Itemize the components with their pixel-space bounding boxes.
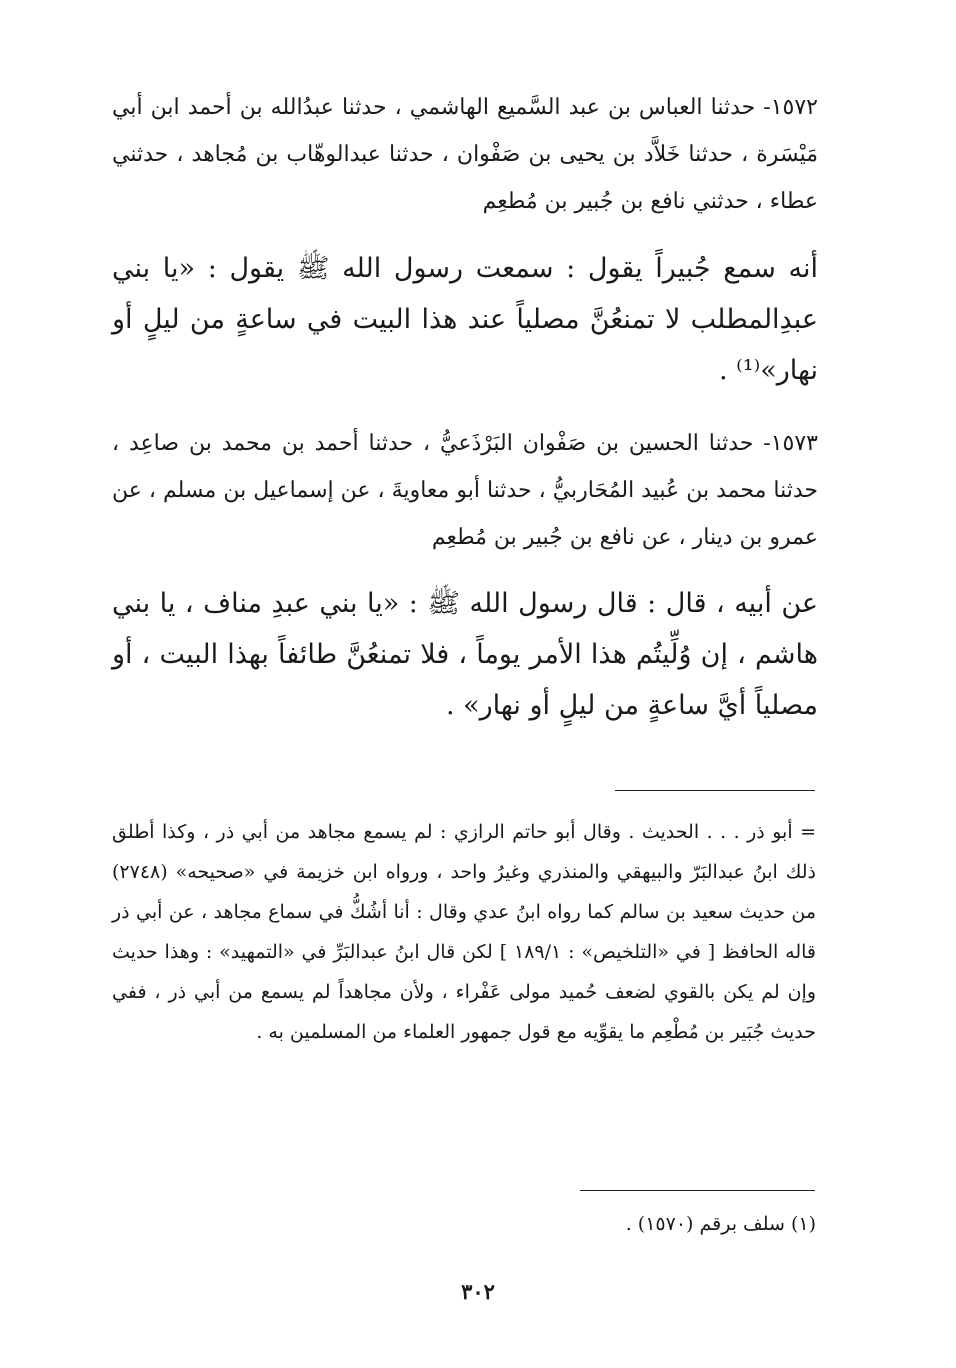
footnote-separator-bottom [580, 1190, 815, 1191]
hadith-1573-matn: عن أبيه ، قال : قال رسول الله ﷺ : «يا بني عبدِ مناف ، يا بني هاشم ، إن وُلِّيتُم هذا الأمر يوماً ، فلا تمنعُنَّ طائفاً بهذا البيت ، أو مصلياً أيَّ ساعةٍ من ليلٍ أو نهار» . [112, 588, 818, 721]
footnote-1: (١) سلف برقم (١٥٧٠) . [625, 1213, 816, 1235]
hadith-1572-isnad: ١٥٧٢- حدثنا العباس بن عبد السَّميع الهاشمي ، حدثنا عبدُالله بن أحمد ابن أبي مَيْسَرة ، حدثنا خَلاَّد بن يحيى بن صَفْوان ، حدثنا عبدالوهّاب بن مُجاهد ، حدثني عطاء ، حدثني نافع بن جُبير بن مُطعِم [112, 95, 818, 214]
footnote-continued: = أبو ذر . . . الحديث . وقال أبو حاتم الرازي : لم يسمع مجاهد من أبي ذر ، وكذا أطلق ذلك ابنُ عبدالبَرّ والبيهقي والمنذري وغيرُ واحد ، ورواه ابن خزيمة في «صحيحه» (٢٧٤٨) من حديث سعيد بن سالم كما رواه ابنُ عدي وقال : أنا أشُكُّ في سماع مجاهد ، عن أبي ذر قاله الحافظ [ في «التلخيص» : ١٨٩/١ ] لكن قال ابنُ عبدالبَرِّ في «التمهيد» : وهذا حديث وإن لم يكن بالقوي لضعف حُميد مولى عَفْراء ، ولأن مجاهداً لم يسمع من أبي ذر ، ففي حديث جُبَير بن مُطْعِم ما يقوِّيه مع قول جمهور العلماء من المسلمين به . [112, 821, 816, 1043]
hadith-1573-isnad: ١٥٧٣- حدثنا الحسين بن صَفْوان البَرْذَعيُّ ، حدثنا أحمد بن محمد بن صاعِد ، حدثنا محمد بن عُبيد المُحَاربيُّ ، حدثنا أبو معاويةَ ، عن إسماعيل بن مسلم ، عن عمرو بن دينار ، عن نافع بن جُبير بن مُطعِم [112, 431, 818, 550]
page-number: ٣٠٢ [461, 1279, 495, 1304]
hadith-1572-matn: أنه سمع جُبيراً يقول : سمعت رسول الله ﷺ يقول : «يا بني عبدِالمطلب لا تمنعُنَّ مصلياً عند هذا البيت في ساعةٍ من ليلٍ أو نهار»⁽¹⁾ . [112, 253, 818, 386]
footnote-separator-top [615, 790, 815, 791]
